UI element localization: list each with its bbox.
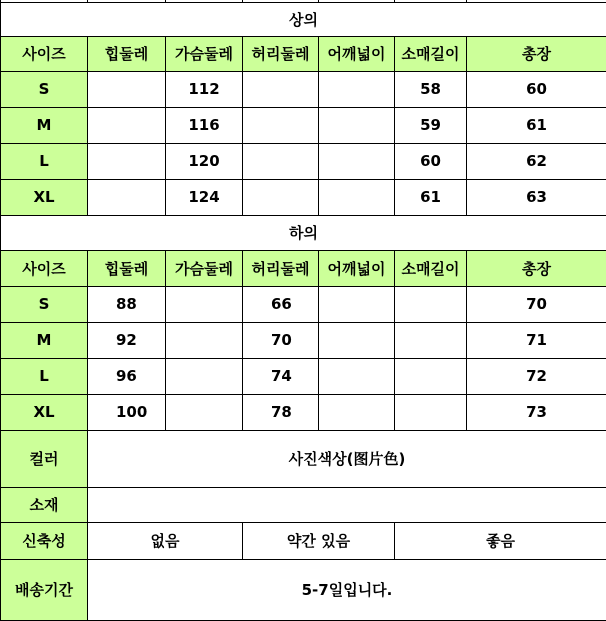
sleeve-cell — [395, 286, 467, 322]
header-chest: 가슴둘레 — [166, 250, 243, 286]
stretch-option-good: 좋음 — [395, 522, 606, 559]
sleeve-cell: 58 — [395, 71, 467, 107]
hip-cell — [88, 107, 166, 143]
shoulder-cell — [319, 143, 395, 179]
header-chest: 가슴둘레 — [166, 36, 243, 71]
chest-cell — [166, 358, 243, 394]
waist-cell: 70 — [243, 322, 319, 358]
header-shoulder: 어깨넓이 — [319, 250, 395, 286]
shoulder-cell — [319, 322, 395, 358]
table-row — [1, 179, 606, 215]
header-size: 사이즈 — [1, 250, 88, 286]
shoulder-cell — [319, 286, 395, 322]
size-cell: S — [1, 286, 88, 322]
size-cell: M — [1, 322, 88, 358]
stretch-row — [1, 522, 606, 559]
waist-cell: 74 — [243, 358, 319, 394]
table-row — [1, 71, 606, 107]
waist-cell — [243, 143, 319, 179]
length-cell: 73 — [467, 394, 606, 430]
color-row — [1, 430, 606, 487]
hip-cell — [88, 143, 166, 179]
table-row — [1, 107, 606, 143]
waist-cell — [243, 107, 319, 143]
length-cell: 71 — [467, 322, 606, 358]
size-cell: M — [1, 107, 88, 143]
table-row — [1, 143, 606, 179]
length-cell: 61 — [467, 107, 606, 143]
header-sleeve: 소매길이 — [395, 250, 467, 286]
color-label: 컬러 — [1, 430, 88, 487]
stretch-option-some: 약간 있음 — [243, 522, 395, 559]
shoulder-cell — [319, 358, 395, 394]
table-row — [1, 358, 606, 394]
sleeve-cell — [395, 358, 467, 394]
chest-cell — [166, 394, 243, 430]
size-cell: L — [1, 143, 88, 179]
chest-cell: 120 — [166, 143, 243, 179]
sleeve-cell — [395, 394, 467, 430]
waist-cell: 78 — [243, 394, 319, 430]
size-cell: XL — [1, 179, 88, 215]
bottom-section-title: 하의 — [1, 215, 606, 250]
header-hip: 힙둘레 — [88, 250, 166, 286]
stretch-option-none: 없음 — [88, 522, 243, 559]
bottom-header-row — [1, 250, 606, 286]
hip-cell — [88, 179, 166, 215]
size-cell: XL — [1, 394, 88, 430]
header-length: 총장 — [467, 250, 606, 286]
length-cell: 63 — [467, 179, 606, 215]
color-value: 사진색상(图片色) — [88, 430, 606, 487]
shipping-value: 5-7일입니다. — [88, 559, 606, 620]
hip-cell: 96 — [88, 358, 166, 394]
shoulder-cell — [319, 394, 395, 430]
sleeve-cell: 60 — [395, 143, 467, 179]
header-waist: 허리둘레 — [243, 250, 319, 286]
material-row — [1, 487, 606, 522]
shipping-label: 배송기간 — [1, 559, 88, 620]
table-row — [1, 322, 606, 358]
table-row — [1, 394, 606, 430]
chest-cell — [166, 322, 243, 358]
shoulder-cell — [319, 179, 395, 215]
sleeve-cell — [395, 322, 467, 358]
top-header-row — [1, 36, 606, 71]
length-cell: 70 — [467, 286, 606, 322]
header-length: 총장 — [467, 36, 606, 71]
header-size: 사이즈 — [1, 36, 88, 71]
material-value — [88, 487, 606, 522]
length-cell: 72 — [467, 358, 606, 394]
hip-cell — [88, 71, 166, 107]
shoulder-cell — [319, 71, 395, 107]
table-row — [1, 286, 606, 322]
header-sleeve: 소매길이 — [395, 36, 467, 71]
sleeve-cell: 61 — [395, 179, 467, 215]
header-waist: 허리둘레 — [243, 36, 319, 71]
waist-cell: 66 — [243, 286, 319, 322]
hip-cell: 100 — [88, 394, 166, 430]
header-hip: 힙둘레 — [88, 36, 166, 71]
chest-cell: 116 — [166, 107, 243, 143]
top-section-title: 상의 — [1, 2, 606, 36]
waist-cell — [243, 179, 319, 215]
size-cell: L — [1, 358, 88, 394]
shipping-row — [1, 559, 606, 620]
length-cell: 60 — [467, 71, 606, 107]
waist-cell — [243, 71, 319, 107]
hip-cell: 92 — [88, 322, 166, 358]
material-label: 소재 — [1, 487, 88, 522]
chest-cell — [166, 286, 243, 322]
chest-cell: 112 — [166, 71, 243, 107]
sleeve-cell: 59 — [395, 107, 467, 143]
shoulder-cell — [319, 107, 395, 143]
size-cell: S — [1, 71, 88, 107]
stretch-label: 신축성 — [1, 522, 88, 559]
header-shoulder: 어깨넓이 — [319, 36, 395, 71]
chest-cell: 124 — [166, 179, 243, 215]
length-cell: 62 — [467, 143, 606, 179]
hip-cell: 88 — [88, 286, 166, 322]
